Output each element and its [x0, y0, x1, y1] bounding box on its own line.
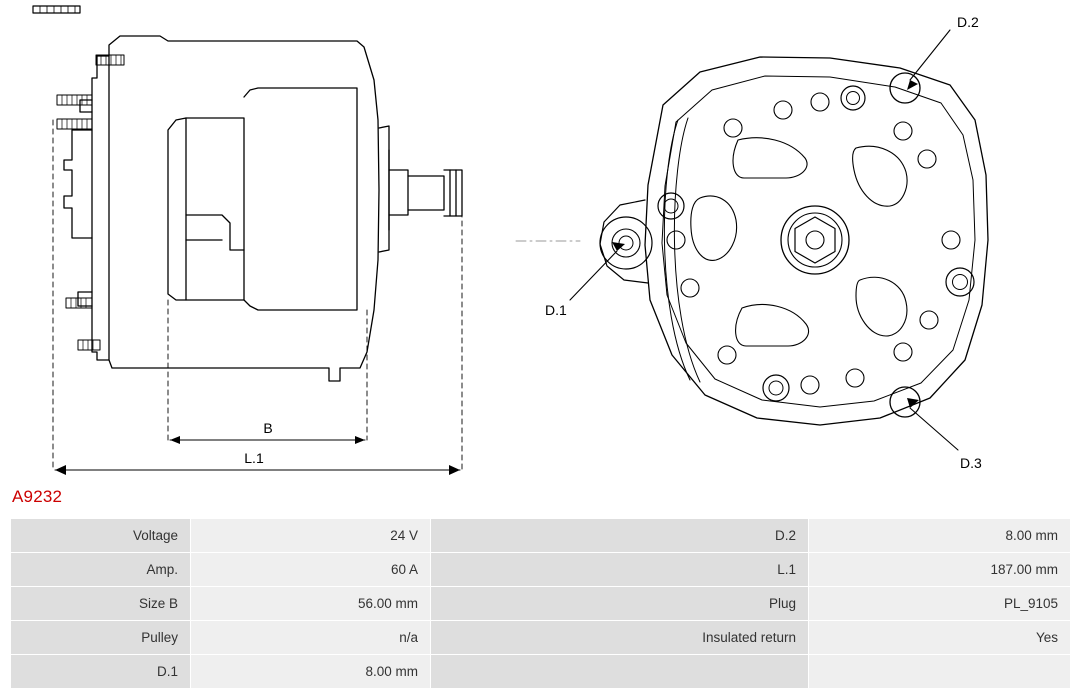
- dimension-b-label: B: [263, 420, 273, 436]
- spec-value: 24 V: [191, 519, 431, 553]
- spec-label: Insulated return: [431, 621, 809, 655]
- spec-label: Pulley: [11, 621, 191, 655]
- spec-label: D.2: [431, 519, 809, 553]
- table-row: [11, 621, 1071, 655]
- part-number: A9232: [12, 487, 63, 506]
- table-row: [11, 553, 1071, 587]
- table-row: [11, 587, 1071, 621]
- spec-label: Voltage: [11, 519, 191, 553]
- callout-d3-label: D.3: [960, 455, 982, 471]
- spec-label-empty: [431, 655, 809, 689]
- spec-value: PL_9105: [809, 587, 1071, 621]
- spec-value: 60 A: [191, 553, 431, 587]
- spec-value: 8.00 mm: [809, 519, 1071, 553]
- spec-label: Size B: [11, 587, 191, 621]
- callout-d1-label: D.1: [545, 302, 567, 318]
- spec-value: n/a: [191, 621, 431, 655]
- spec-value-empty: [809, 655, 1071, 689]
- spec-value: 56.00 mm: [191, 587, 431, 621]
- table-row: [11, 655, 1071, 689]
- table-row: [11, 519, 1071, 553]
- end-view-group: [516, 30, 988, 450]
- spec-label: D.1: [11, 655, 191, 689]
- callout-d2-label: D.2: [957, 14, 979, 30]
- side-view-group: [33, 6, 462, 475]
- spec-value: Yes: [809, 621, 1071, 655]
- specifications-table: [10, 518, 1071, 689]
- spec-value: 8.00 mm: [191, 655, 431, 689]
- spec-label: L.1: [431, 553, 809, 587]
- dimension-l1-label: L.1: [244, 450, 264, 466]
- spec-label: Amp.: [11, 553, 191, 587]
- spec-label: Plug: [431, 587, 809, 621]
- spec-value: 187.00 mm: [809, 553, 1071, 587]
